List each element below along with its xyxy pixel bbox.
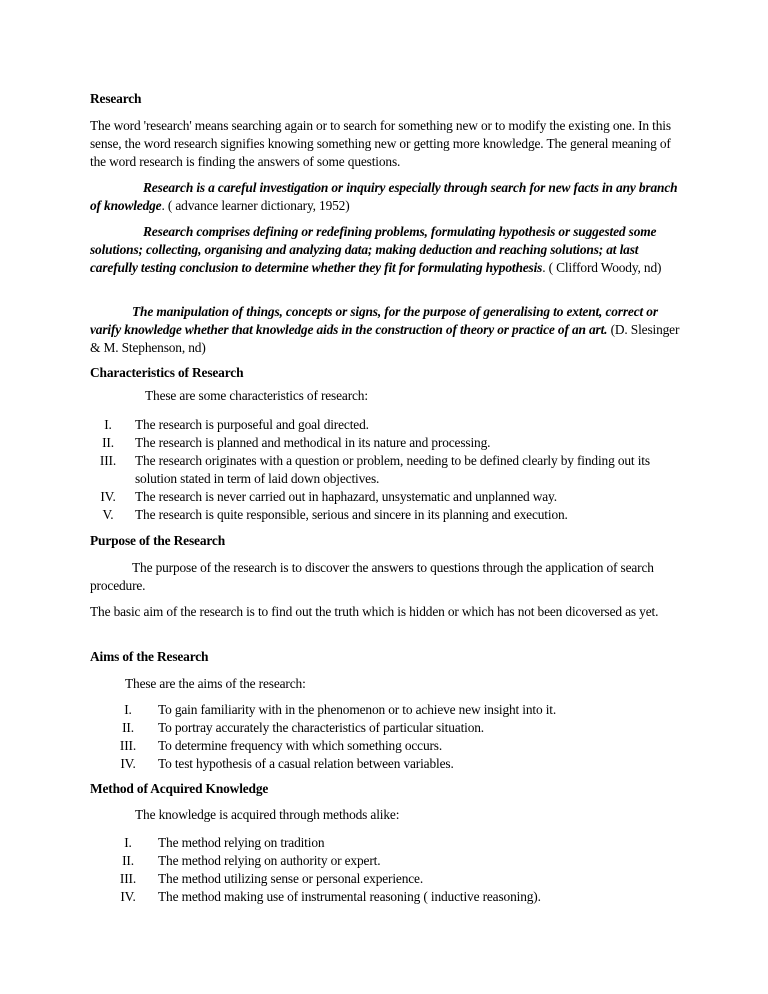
- method-intro: The knowledge is acquired through methods alike:: [135, 807, 400, 822]
- purpose-paragraph-2: The basic aim of the research is to find out the truth which is hidden or which has not been dicoversed as yet.: [90, 604, 659, 619]
- list-item: II. The method relying on authority or expert.: [122, 853, 381, 868]
- definition-citation: . ( Clifford Woody, nd): [542, 260, 662, 275]
- list-item: III. The research originates with a question or problem, needing to be defined clearly by finding out its solution stated in term of laid down objectives.: [99, 453, 650, 486]
- heading-method: Method of Acquired Knowledge: [90, 781, 269, 796]
- definition-3: [90, 303, 688, 357]
- characteristics-intro: These are some characteristics of research:: [145, 388, 368, 403]
- list-item: IV. The method making use of instrumental reasoning ( inductive reasoning).: [120, 889, 541, 904]
- heading-purpose: Purpose of the Research: [90, 533, 226, 548]
- list-item: I. The method relying on tradition: [124, 835, 325, 850]
- list-item: I. The research is purposeful and goal directed.: [104, 417, 369, 432]
- definition-2: [90, 223, 688, 277]
- list-item: IV. To test hypothesis of a casual relation between variables.: [120, 756, 454, 771]
- list-item: I. To gain familiarity with in the phenomenon or to achieve new insight into it.: [124, 702, 557, 717]
- heading-aims: Aims of the Research: [90, 649, 209, 664]
- definition-quote: The manipulation of things, concepts or signs, for the purpose of generalising to extent, correct or varify knowledge whether that knowledge aids in the construction of theory or practice of an art.: [90, 304, 658, 337]
- method-list: [90, 834, 688, 906]
- paragraph-research-meaning: The word 'research' means searching again or to search for something new or to modify the existing one. In this sense, the word research signifies knowing something new or getting more knowledge. The general meaning of the word research is finding the answers of some questions.: [90, 118, 671, 169]
- aims-intro: These are the aims of the research:: [125, 676, 306, 691]
- definition-1: [90, 179, 688, 215]
- heading-characteristics: Characteristics of Research: [90, 365, 244, 380]
- list-item: V. The research is quite responsible, serious and sincere in its planning and execution.: [102, 507, 568, 522]
- list-item: III. To determine frequency with which something occurs.: [119, 738, 443, 753]
- list-item: III. The method utilizing sense or personal experience.: [119, 871, 424, 886]
- heading-research: Research: [90, 91, 142, 106]
- characteristics-list: [90, 416, 688, 524]
- definition-quote: Research is a careful investigation or inquiry especially through search for new facts in any branch of knowledge: [90, 180, 678, 213]
- purpose-paragraph-1: The purpose of the research is to discover the answers to questions through the application of search procedure.: [90, 560, 654, 593]
- aims-list: [90, 701, 688, 773]
- list-item: II. To portray accurately the characteristics of particular situation.: [122, 720, 485, 735]
- definition-citation: (D. Slesinger & M. Stephenson, nd): [90, 322, 680, 355]
- definition-quote: Research comprises defining or redefining problems, formulating hypothesis or suggested some solutions; collecting, organising and analyzing data; making deduction and reaching solutions; at last carefully testing conclusion to determine whether they fit for formulating hypothesis: [90, 224, 657, 275]
- definition-citation: . ( advance learner dictionary, 1952): [161, 198, 350, 213]
- list-item: II. The research is planned and methodical in its nature and processing.: [102, 435, 491, 450]
- list-item: IV. The research is never carried out in haphazard, unsystematic and unplanned way.: [100, 489, 557, 504]
